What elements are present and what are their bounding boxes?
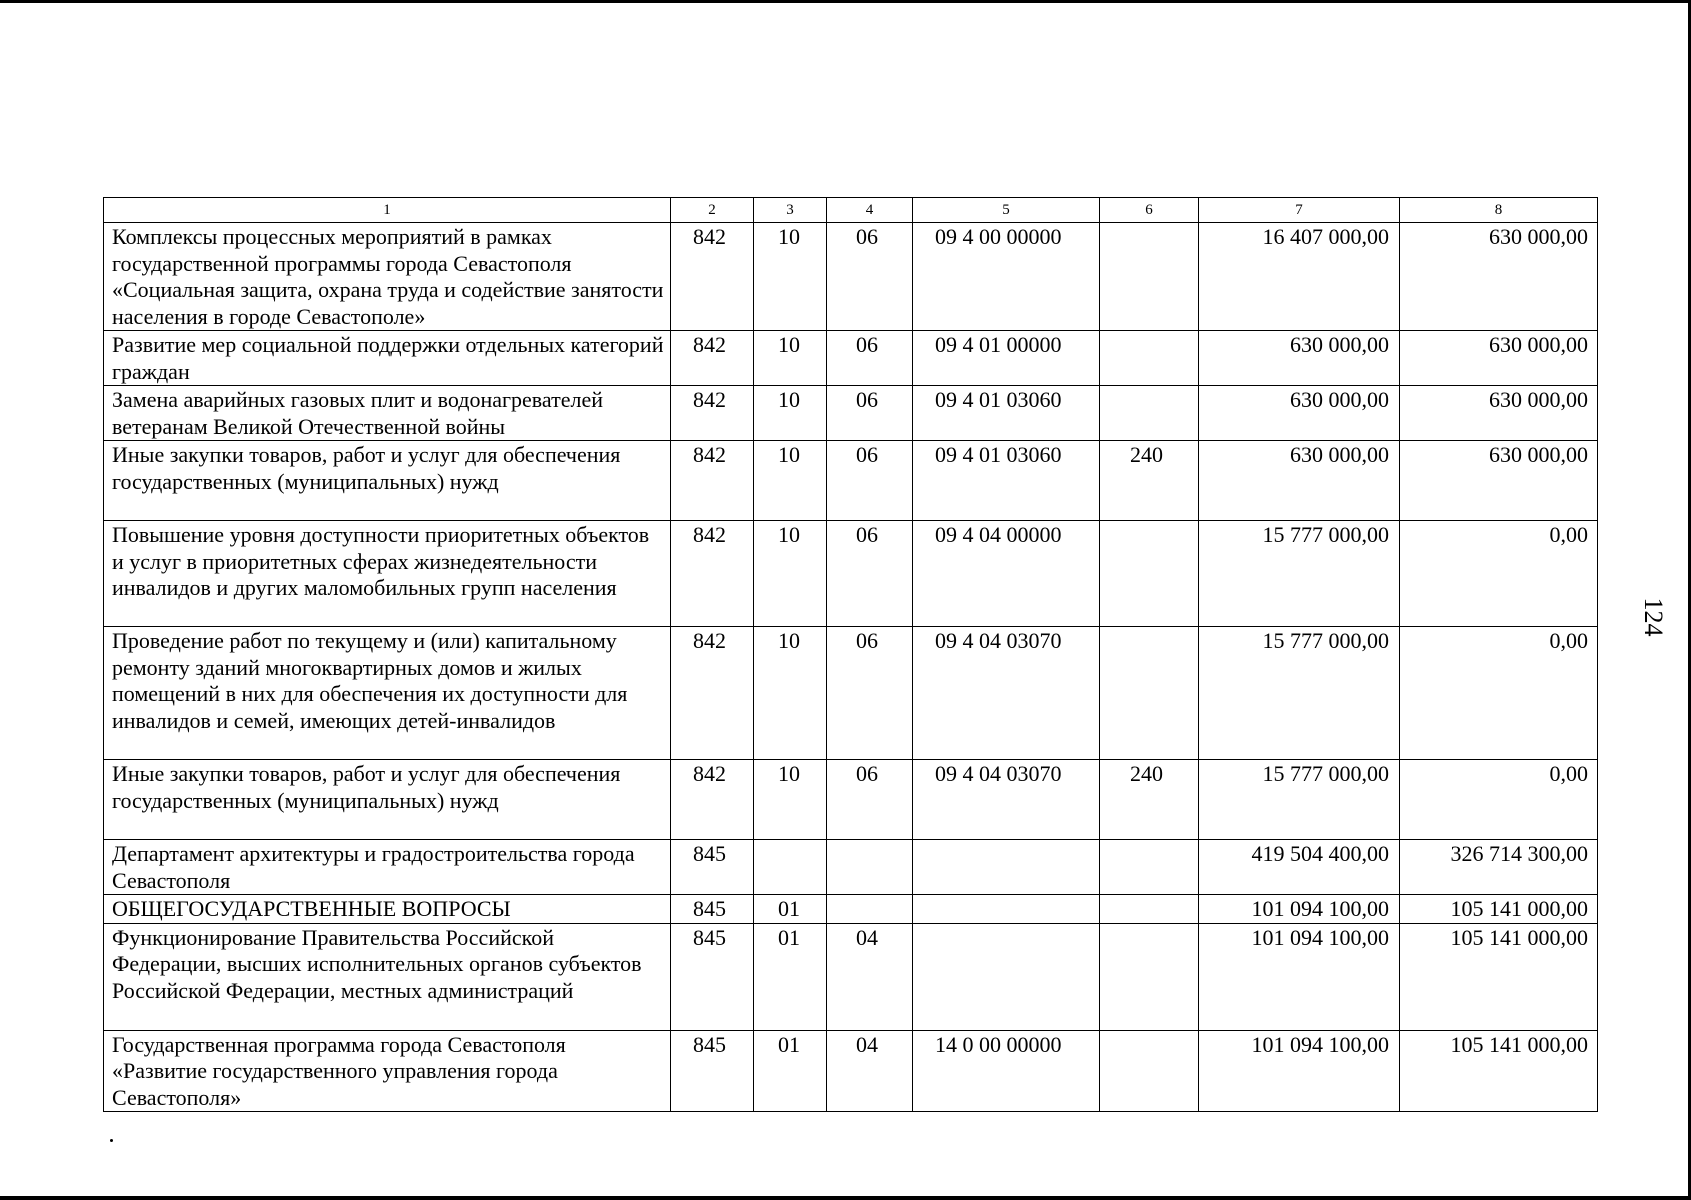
subsection-code	[827, 895, 913, 924]
amount-col-7: 16 407 000,00	[1199, 223, 1400, 331]
target-article-code	[913, 895, 1100, 924]
column-header: 3	[754, 198, 827, 223]
subsection-code: 06	[827, 386, 913, 441]
subsection-code: 06	[827, 331, 913, 386]
target-article-code: 09 4 04 03070	[913, 760, 1100, 840]
target-article-code: 09 4 01 00000	[913, 331, 1100, 386]
table-row	[104, 840, 1598, 895]
expense-type-code	[1100, 223, 1199, 331]
amount-col-8: 326 714 300,00	[1400, 840, 1598, 895]
table-row	[104, 441, 1598, 521]
department-code: 845	[671, 895, 754, 924]
amount-col-7: 101 094 100,00	[1199, 895, 1400, 924]
section-code: 10	[754, 441, 827, 521]
department-code: 842	[671, 521, 754, 627]
page-number: 124	[1639, 597, 1668, 637]
target-article-code	[913, 840, 1100, 895]
department-code: 842	[671, 441, 754, 521]
amount-col-8: 0,00	[1400, 521, 1598, 627]
table-row	[104, 521, 1598, 627]
amount-col-8: 630 000,00	[1400, 331, 1598, 386]
amount-col-8: 0,00	[1400, 760, 1598, 840]
section-code: 10	[754, 386, 827, 441]
expense-type-code	[1100, 895, 1199, 924]
amount-col-8: 630 000,00	[1400, 223, 1598, 331]
table-row	[104, 923, 1598, 1030]
subsection-code: 04	[827, 923, 913, 1030]
section-code: 01	[754, 923, 827, 1030]
item-name: Развитие мер социальной поддержки отдельных категорий граждан	[104, 331, 671, 386]
item-name: Государственная программа города Севастополя «Развитие государственного управления города Севастополя»	[104, 1030, 671, 1112]
column-header: 2	[671, 198, 754, 223]
item-name: ОБЩЕГОСУДАРСТВЕННЫЕ ВОПРОСЫ	[104, 895, 671, 924]
expense-type-code	[1100, 386, 1199, 441]
target-article-code: 09 4 04 00000	[913, 521, 1100, 627]
amount-col-7: 15 777 000,00	[1199, 760, 1400, 840]
amount-col-8: 105 141 000,00	[1400, 895, 1598, 924]
section-code: 10	[754, 627, 827, 760]
column-header: 1	[104, 198, 671, 223]
department-code: 842	[671, 760, 754, 840]
scan-speck	[110, 1139, 113, 1142]
amount-col-7: 101 094 100,00	[1199, 1030, 1400, 1112]
amount-col-8: 105 141 000,00	[1400, 923, 1598, 1030]
table-row	[104, 627, 1598, 760]
item-name: Проведение работ по текущему и (или) капитальному ремонту зданий многоквартирных домов и жилых помещений в них для обеспечения их доступности для инвалидов и семей, имеющих детей-инвалидов	[104, 627, 671, 760]
expense-type-code	[1100, 331, 1199, 386]
amount-col-8: 105 141 000,00	[1400, 1030, 1598, 1112]
item-name: Функционирование Правительства Российской Федерации, высших исполнительных органов субъектов Российской Федерации, местных администраций	[104, 923, 671, 1030]
amount-col-8: 630 000,00	[1400, 441, 1598, 521]
scan-border-bottom	[0, 1196, 1691, 1200]
department-code: 842	[671, 223, 754, 331]
expense-type-code	[1100, 521, 1199, 627]
target-article-code	[913, 923, 1100, 1030]
section-code: 10	[754, 331, 827, 386]
budget-table	[103, 197, 1598, 1112]
section-code: 01	[754, 1030, 827, 1112]
subsection-code: 06	[827, 441, 913, 521]
item-name: Замена аварийных газовых плит и водонагревателей ветеранам Великой Отечественной войны	[104, 386, 671, 441]
section-code: 10	[754, 223, 827, 331]
section-code: 10	[754, 760, 827, 840]
subsection-code	[827, 840, 913, 895]
column-header: 4	[827, 198, 913, 223]
amount-col-8: 630 000,00	[1400, 386, 1598, 441]
expense-type-code	[1100, 840, 1199, 895]
target-article-code: 09 4 01 03060	[913, 386, 1100, 441]
amount-col-7: 15 777 000,00	[1199, 521, 1400, 627]
table-row	[104, 331, 1598, 386]
subsection-code: 06	[827, 521, 913, 627]
column-header: 6	[1100, 198, 1199, 223]
subsection-code: 04	[827, 1030, 913, 1112]
expense-type-code: 240	[1100, 441, 1199, 521]
expense-type-code	[1100, 627, 1199, 760]
scan-border-top	[0, 0, 1691, 3]
table-header-row	[104, 198, 1598, 223]
column-header: 7	[1199, 198, 1400, 223]
subsection-code: 06	[827, 223, 913, 331]
target-article-code: 09 4 04 03070	[913, 627, 1100, 760]
department-code: 845	[671, 1030, 754, 1112]
section-code	[754, 840, 827, 895]
table-row	[104, 760, 1598, 840]
department-code: 842	[671, 386, 754, 441]
item-name: Повышение уровня доступности приоритетных объектов и услуг в приоритетных сферах жизнедеятельности инвалидов и других маломобильных групп населения	[104, 521, 671, 627]
expense-type-code: 240	[1100, 760, 1199, 840]
amount-col-7: 630 000,00	[1199, 331, 1400, 386]
table-row	[104, 895, 1598, 924]
table-row	[104, 223, 1598, 331]
subsection-code: 06	[827, 627, 913, 760]
target-article-code: 09 4 00 00000	[913, 223, 1100, 331]
item-name: Департамент архитектуры и градостроительства города Севастополя	[104, 840, 671, 895]
item-name: Иные закупки товаров, работ и услуг для обеспечения государственных (муниципальных) нужд	[104, 760, 671, 840]
amount-col-7: 15 777 000,00	[1199, 627, 1400, 760]
amount-col-7: 419 504 400,00	[1199, 840, 1400, 895]
section-code: 01	[754, 895, 827, 924]
column-header: 5	[913, 198, 1100, 223]
expense-type-code	[1100, 923, 1199, 1030]
target-article-code: 09 4 01 03060	[913, 441, 1100, 521]
department-code: 845	[671, 923, 754, 1030]
amount-col-7: 630 000,00	[1199, 386, 1400, 441]
column-header: 8	[1400, 198, 1598, 223]
amount-col-7: 101 094 100,00	[1199, 923, 1400, 1030]
expense-type-code	[1100, 1030, 1199, 1112]
table-row	[104, 1030, 1598, 1112]
item-name: Иные закупки товаров, работ и услуг для обеспечения государственных (муниципальных) нужд	[104, 441, 671, 521]
department-code: 845	[671, 840, 754, 895]
amount-col-7: 630 000,00	[1199, 441, 1400, 521]
target-article-code: 14 0 00 00000	[913, 1030, 1100, 1112]
section-code: 10	[754, 521, 827, 627]
department-code: 842	[671, 331, 754, 386]
amount-col-8: 0,00	[1400, 627, 1598, 760]
item-name: Комплексы процессных мероприятий в рамках государственной программы города Севастополя «Социальная защита, охрана труда и содействие занятости населения в городе Севастополе»	[104, 223, 671, 331]
subsection-code: 06	[827, 760, 913, 840]
table-row	[104, 386, 1598, 441]
department-code: 842	[671, 627, 754, 760]
